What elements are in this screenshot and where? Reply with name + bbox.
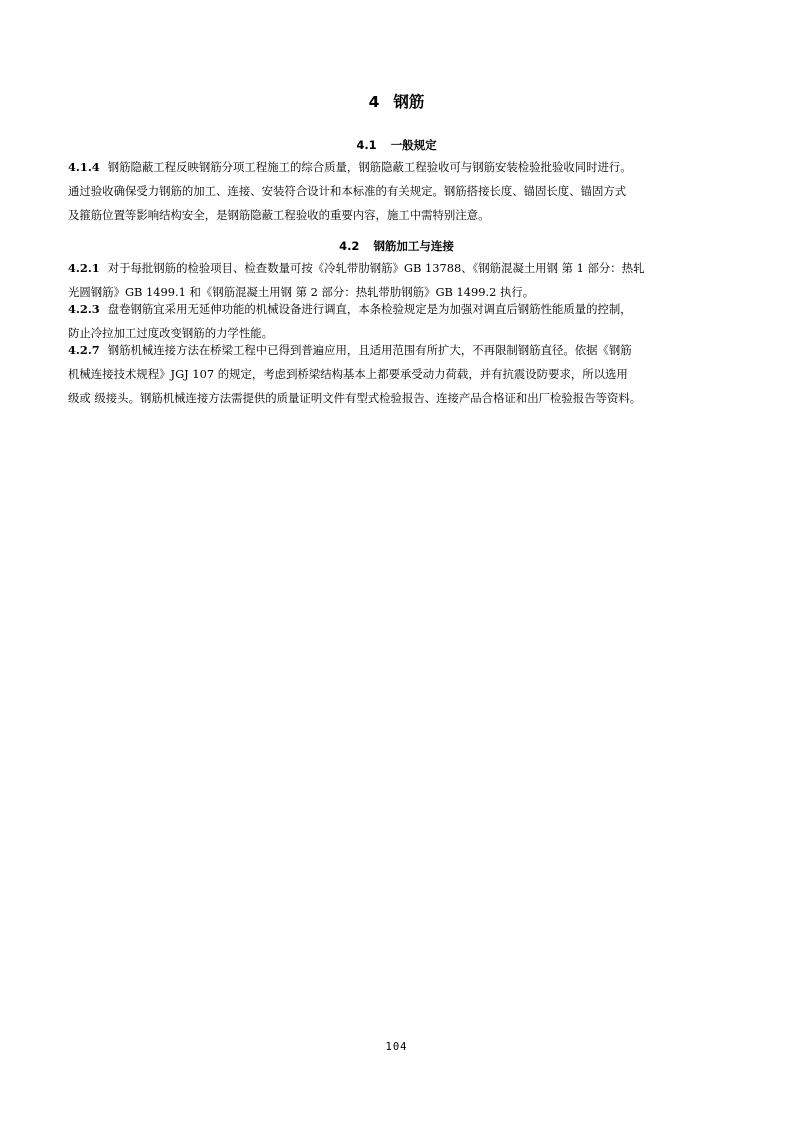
clause-line <box>68 256 728 280</box>
page-number: 104 <box>385 1041 408 1053</box>
section-number: 4.2 <box>339 239 360 253</box>
clause-text: 盘卷钢筋宜采用无延伸功能的机械设备进行调直，本条检验规定是为加强对调直后钢筋性能质量的控制， <box>107 302 632 316</box>
clause-line <box>68 155 728 179</box>
chapter-title <box>0 92 793 112</box>
clause-line <box>68 297 728 321</box>
section-title-4-2 <box>0 238 793 254</box>
clause-number: 4.2.1 <box>68 261 100 275</box>
clause-line: 机械连接技术规程》JGJ 107 的规定，考虑到桥梁结构基本上都要承受动力荷载，并有抗震设防要求，所以选用 <box>68 367 628 381</box>
clause-number: 4.1.4 <box>68 160 100 174</box>
clause-text: 钢筋机械连接方法在桥梁工程中已得到普遍应用，且适用范围有所扩大，不再限制钢筋直径。依据《钢筋 <box>107 343 632 357</box>
clause-line: 级或 级接头。钢筋机械连接方法需提供的质量证明文件有型式检验报告、连接产品合格证和出厂检验报告等资料。 <box>68 391 642 405</box>
clause-line <box>68 338 728 362</box>
section-title-text: 一般规定 <box>390 138 437 152</box>
clause-number: 4.2.7 <box>68 343 100 357</box>
section-number: 4.1 <box>356 138 377 152</box>
clause-4-2-7 <box>68 338 728 410</box>
clause-line: 及箍筋位置等影响结构安全，是钢筋隐蔽工程验收的重要内容，施工中需特别注意。 <box>68 208 490 222</box>
clause-line: 防止冷拉加工过度改变钢筋的力学性能。 <box>68 326 274 340</box>
clause-number: 4.2.3 <box>68 302 100 316</box>
section-title-4-1 <box>0 137 793 153</box>
clause-4-1-4 <box>68 155 728 227</box>
clause-text: 对于每批钢筋的检验项目、检查数量可按《冷轧带肋钢筋》GB 13788、《钢筋混凝土用钢 第 1 部分：热轧 <box>107 261 645 275</box>
clause-line: 光圆钢筋》GB 1499.1 和《钢筋混凝土用钢 第 2 部分：热轧带肋钢筋》GB 1499.2 执行。 <box>68 285 535 299</box>
section-title-text: 钢筋加工与连接 <box>373 239 454 253</box>
clause-text: 钢筋隐蔽工程反映钢筋分项工程施工的综合质量，钢筋隐蔽工程验收可与钢筋安装检验批验收同时进行。 <box>107 160 632 174</box>
chapter-title-text: 钢筋 <box>393 93 425 111</box>
chapter-number: 4 <box>368 93 380 111</box>
clause-line: 通过验收确保受力钢筋的加工、连接、安装符合设计和本标准的有关规定。钢筋搭接长度、锚固长度、锚固方式 <box>68 184 627 198</box>
